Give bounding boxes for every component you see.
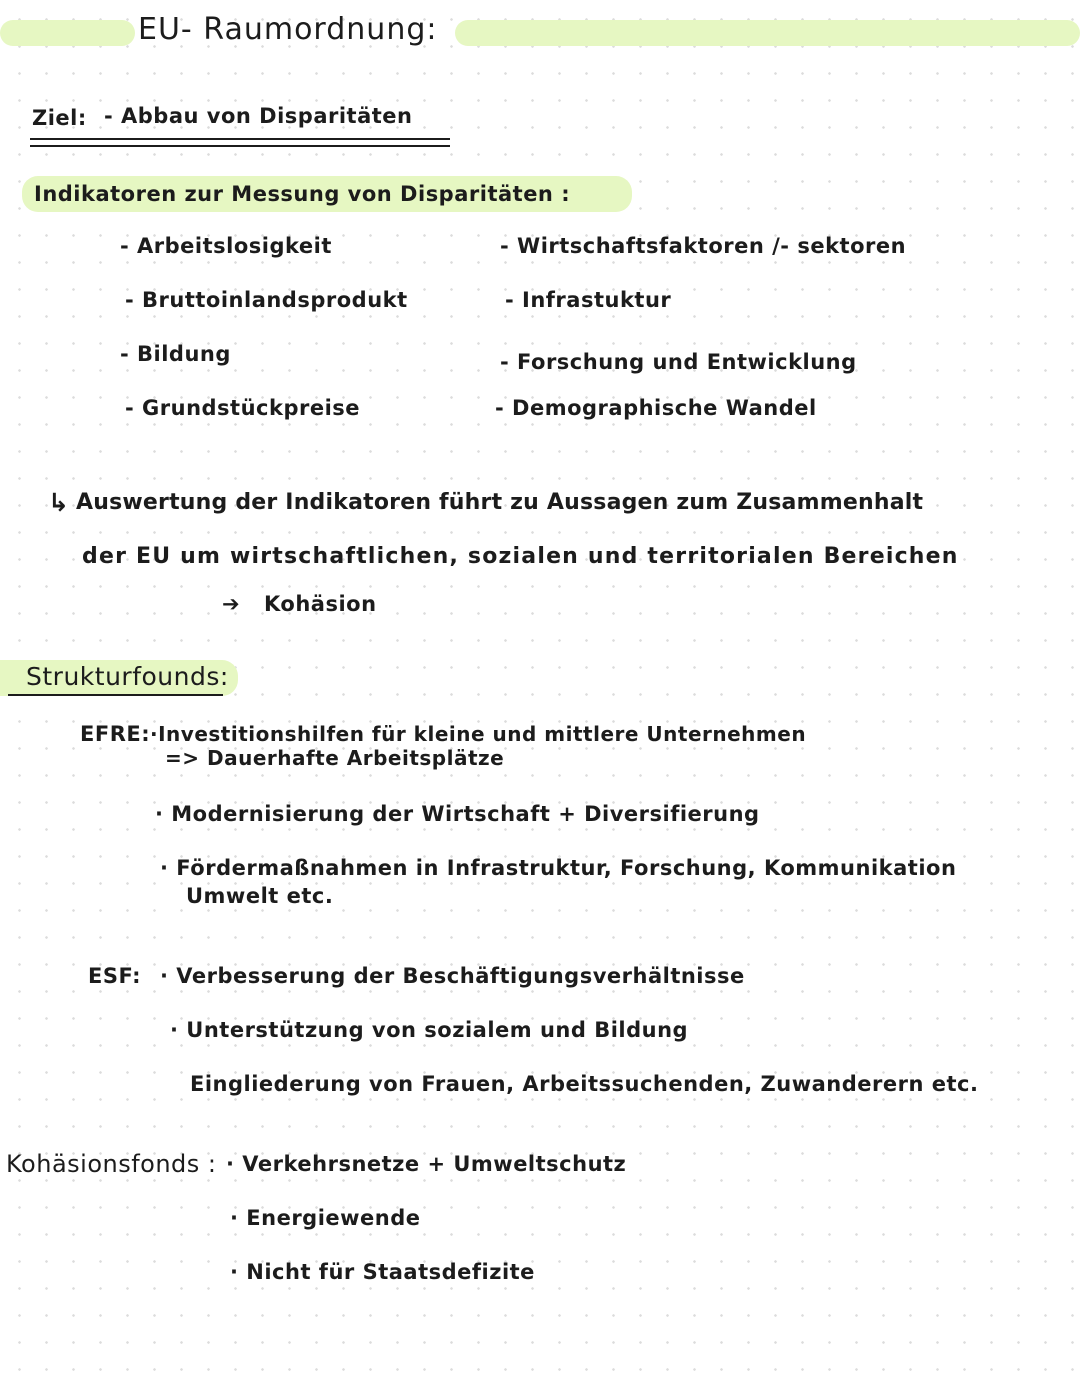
esf-label: ESF: — [88, 964, 142, 988]
kohaesionsfonds-item-2: · Energiewende — [230, 1206, 421, 1230]
kohaesionsfonds-label: Kohäsionsfonds : — [6, 1150, 217, 1178]
indicator-right-1: - Wirtschaftsfaktoren /- sektoren — [500, 234, 907, 258]
indicator-left-2: - Bruttoinlandsprodukt — [125, 288, 408, 312]
auswertung-arrow-icon: ↳ — [48, 488, 70, 517]
indicators-heading: Indikatoren zur Messung von Disparitäten : — [34, 182, 571, 206]
efre-item-1: ·Investitionshilfen für kleine und mittlere Unternehmen — [150, 722, 807, 746]
efre-item-3: · Fördermaßnahmen in Infrastruktur, Forschung, Kommunikation — [160, 856, 957, 880]
strukturfonds-heading: Strukturfounds: — [26, 662, 229, 691]
kohaesionsfonds-item-3: · Nicht für Staatsdefizite — [230, 1260, 535, 1284]
indicator-right-4: - Demographische Wandel — [495, 396, 817, 420]
ziel-underline-2 — [30, 145, 450, 147]
indicator-right-2: - Infrastuktur — [505, 288, 672, 312]
indicator-right-3: - Forschung und Entwicklung — [500, 350, 857, 374]
efre-item-3-sub: Umwelt etc. — [186, 884, 334, 908]
indicator-left-4: - Grundstückpreise — [125, 396, 361, 420]
ziel-underline-1 — [30, 138, 450, 140]
indicator-left-3: - Bildung — [120, 342, 231, 366]
efre-label: EFRE: — [80, 722, 151, 746]
esf-item-1: · Verbesserung der Beschäftigungsverhältnisse — [160, 964, 745, 988]
page-title: EU- Raumordnung: — [138, 12, 438, 47]
title-highlight-left — [0, 20, 135, 46]
ziel-text: - Abbau von Disparitäten — [104, 104, 413, 128]
kohaesion-result: Kohäsion — [264, 592, 377, 616]
kohaesionsfonds-item-1: · Verkehrsnetze + Umweltschutz — [226, 1152, 627, 1176]
ziel-label: Ziel: — [32, 106, 87, 130]
auswertung-line-1: Auswertung der Indikatoren führt zu Aussagen zum Zusammenhalt — [76, 490, 924, 515]
indicator-left-1: - Arbeitslosigkeit — [120, 234, 332, 258]
kohaesion-arrow-icon: ➔ — [222, 592, 241, 616]
strukturfonds-underline — [8, 694, 223, 696]
auswertung-line-2: der EU um wirtschaftlichen, sozialen und territorialen Bereichen — [82, 544, 959, 569]
esf-item-3: Eingliederung von Frauen, Arbeitssuchenden, Zuwanderern etc. — [190, 1072, 979, 1096]
title-highlight-right — [455, 20, 1080, 46]
efre-item-2: · Modernisierung der Wirtschaft + Diversifierung — [155, 802, 760, 826]
esf-item-2: · Unterstützung von sozialem und Bildung — [170, 1018, 689, 1042]
efre-item-1-sub: => Dauerhafte Arbeitsplätze — [165, 746, 505, 770]
